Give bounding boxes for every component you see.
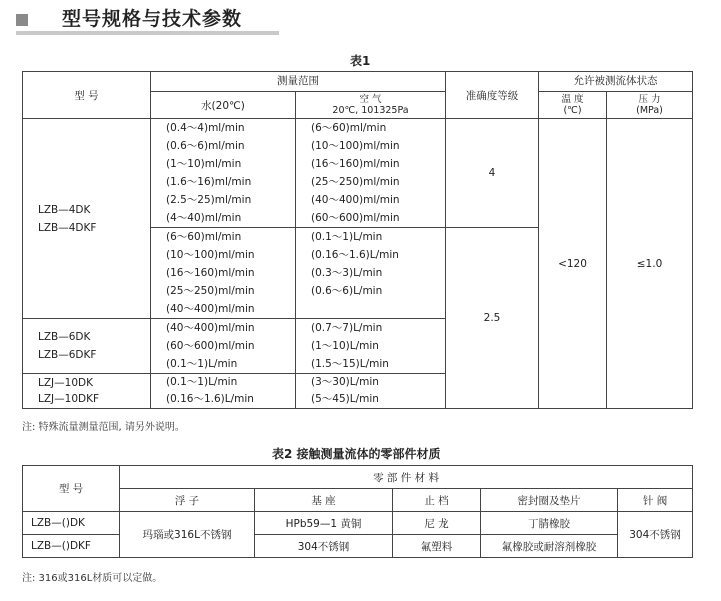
t1-air-range-1a — [296, 119, 446, 228]
range-line: (0.7～7)L/min — [311, 322, 383, 334]
t1-water-range-1b — [151, 228, 296, 319]
range-line: (10～100)ml/min — [311, 140, 400, 152]
t1-header-press-label: 压 力 — [638, 94, 661, 105]
range-line: (0.1～1)L/min — [166, 376, 238, 388]
t1-model-group-3 — [23, 374, 151, 409]
t1-water-range-2 — [151, 319, 296, 374]
t1-header-temp-unit: (℃) — [563, 105, 582, 116]
t1-header-air-condition: 20℃, 101325Pa — [332, 105, 409, 116]
model-label: LZJ—10DKF — [38, 393, 100, 405]
range-line: (0.6～6)L/min — [311, 285, 383, 297]
t2-model-dk: LZB—()DK — [23, 512, 120, 535]
t1-air-range-2 — [296, 319, 446, 374]
t2-stop-material-dk: 尼 龙 — [393, 512, 481, 535]
t1-pressure: ≤1.0 — [607, 119, 693, 409]
table1-caption: 表1 — [350, 54, 371, 68]
t1-model-group-2 — [23, 319, 151, 374]
t2-float-material: 玛瑙或316L不锈钢 — [120, 512, 255, 558]
t2-stop-material-dkf: 氟塑料 — [393, 535, 481, 558]
range-line: (6～60)ml/min — [166, 231, 242, 243]
range-line: (25～250)ml/min — [166, 285, 255, 297]
t1-header-temp-label: 温 度 — [561, 94, 584, 105]
range-line: (0.1～1)L/min — [166, 358, 238, 370]
t2-header-base: 基 座 — [255, 489, 393, 512]
t1-header-press-unit: (MPa) — [636, 105, 663, 116]
range-line: (10～100)ml/min — [166, 249, 255, 261]
t2-header-model: 型 号 — [23, 466, 120, 512]
t2-model-dkf: LZB—()DKF — [23, 535, 120, 558]
range-line: (60～600)ml/min — [166, 340, 255, 352]
t2-base-material-dkf: 304不锈钢 — [255, 535, 393, 558]
t1-header-air — [296, 92, 446, 119]
range-line: (1.5～15)L/min — [311, 358, 389, 370]
range-line: (2.5～25)ml/min — [166, 194, 252, 206]
t1-header-accuracy: 准确度等级 — [446, 72, 539, 119]
range-line: (0.1～1)L/min — [311, 231, 383, 243]
header-underline — [16, 31, 279, 35]
model-label: LZB—6DK — [38, 331, 91, 343]
t1-model-group-1 — [23, 119, 151, 319]
range-line: (25～250)ml/min — [311, 176, 400, 188]
range-line: (5～45)L/min — [311, 393, 379, 405]
range-line: (1～10)ml/min — [166, 158, 242, 170]
t1-header-temp — [539, 92, 607, 119]
t1-water-range-3 — [151, 374, 296, 409]
t1-header-press — [607, 92, 693, 119]
table2-caption: 表2 接触测量流体的零部件材质 — [272, 447, 441, 461]
t2-base-material-dk: HPb59—1 黄铜 — [255, 512, 393, 535]
range-line: (0.16～1.6)L/min — [166, 393, 254, 405]
range-line: (0.3～3)L/min — [311, 267, 383, 279]
t1-header-air-label: 空 气 — [359, 94, 382, 105]
range-line: (40～400)ml/min — [311, 194, 400, 206]
model-label: LZB—4DK — [38, 203, 91, 216]
t2-header-needle: 针 阀 — [618, 489, 693, 512]
t1-air-range-1b — [296, 228, 446, 319]
t1-header-range: 测量范围 — [151, 72, 446, 92]
range-line: (6～60)ml/min — [311, 122, 387, 134]
t2-needle-material: 304不锈钢 — [618, 512, 693, 558]
t1-water-range-1a — [151, 119, 296, 228]
t2-seal-material-dk: 丁腈橡胶 — [481, 512, 618, 535]
t1-header-model: 型 号 — [23, 72, 151, 119]
t2-seal-material-dkf: 氟橡胶或耐溶剂橡胶 — [481, 535, 618, 558]
t1-accuracy-2-5: 2.5 — [446, 228, 539, 409]
model-label: LZJ—10DK — [38, 377, 93, 389]
range-line: (60～600)ml/min — [311, 212, 400, 224]
range-line: (40～400)ml/min — [166, 322, 255, 334]
model-label: LZB—6DKF — [38, 349, 97, 361]
t2-header-stop: 止 档 — [393, 489, 481, 512]
t1-accuracy-4: 4 — [446, 119, 539, 228]
range-line: (0.6～6)ml/min — [166, 140, 245, 152]
t2-header-float: 浮 子 — [120, 489, 255, 512]
materials-table — [22, 465, 693, 558]
range-line: (16～160)ml/min — [166, 267, 255, 279]
t1-header-fluid: 允许被测流体状态 — [539, 72, 693, 92]
range-line: (0.4～4)ml/min — [166, 122, 245, 134]
t1-air-range-3 — [296, 374, 446, 409]
header-marker — [16, 14, 28, 26]
range-line: (1.6～16)ml/min — [166, 176, 252, 188]
spec-table — [22, 71, 693, 409]
t2-header-seal: 密封圈及垫片 — [481, 489, 618, 512]
range-line: (40～400)ml/min — [166, 303, 255, 315]
t1-temperature: <120 — [539, 119, 607, 409]
t1-header-water: 水(20℃) — [151, 92, 296, 119]
range-line: (4～40)ml/min — [166, 212, 242, 224]
t2-header-parts: 零 部 件 材 料 — [120, 466, 693, 489]
range-line: (3～30)L/min — [311, 376, 379, 388]
range-line: (16～160)ml/min — [311, 158, 400, 170]
table1-note: 注: 特殊流量测量范围, 请另外说明。 — [22, 422, 185, 433]
page-title: 型号规格与技术参数 — [62, 8, 243, 30]
model-label: LZB—4DKF — [38, 221, 97, 234]
range-line: (1～10)L/min — [311, 340, 379, 352]
table2-note: 注: 316或316L材质可以定做。 — [22, 573, 163, 584]
range-line: (0.16～1.6)L/min — [311, 249, 399, 261]
